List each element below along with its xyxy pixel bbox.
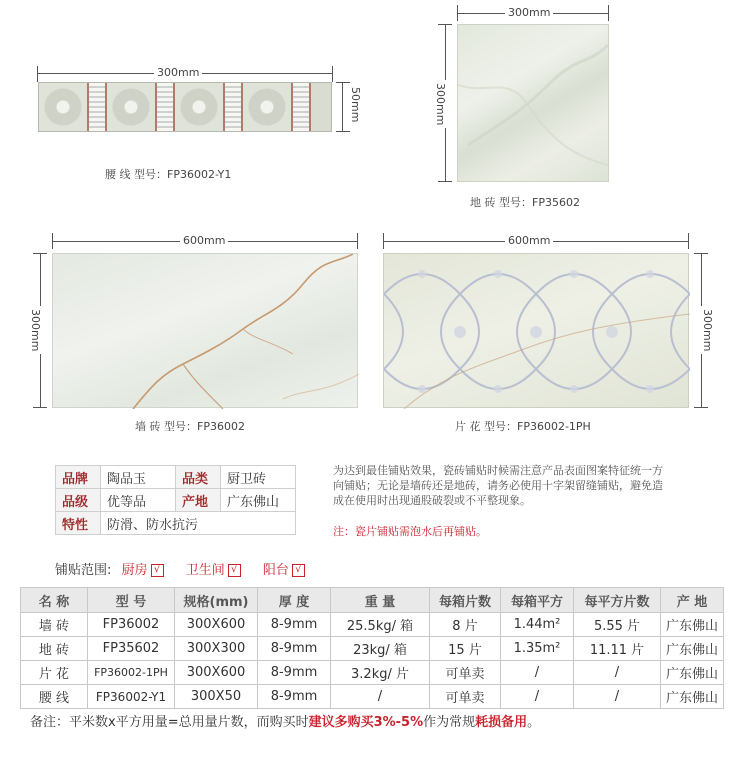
grade-value: 优等品 (101, 489, 176, 512)
scope-item-kitchen: 厨房 (121, 563, 148, 578)
table-cell: / (331, 685, 430, 709)
floor-width-dim (457, 5, 609, 21)
category-label: 品类 (176, 466, 221, 489)
table-cell: 墙 砖 (21, 613, 88, 637)
table-cell: 片 花 (21, 661, 88, 685)
pattern-tile-image (383, 253, 689, 408)
pattern-caption: 片 花 型号：FP36002-1PH (455, 420, 591, 433)
border-caption: 腰 线 型号：FP36002-Y1 (105, 168, 232, 181)
wall-width-label: 600mm (180, 234, 228, 247)
spec-header: 每箱平方 (501, 588, 574, 613)
origin-label: 产地 (176, 489, 221, 512)
wall-tile-image (52, 253, 358, 408)
bathroom-check-icon: √ (228, 564, 241, 577)
table-cell: 300X300 (175, 637, 258, 661)
table-cell: 广东佛山 (661, 661, 724, 685)
brand-value: 陶品玉 (101, 466, 176, 489)
table-row (21, 637, 724, 661)
table-cell: / (574, 685, 661, 709)
table-cell: 15 片 (430, 637, 501, 661)
spec-header: 重 量 (331, 588, 430, 613)
table-cell: 腰 线 (21, 685, 88, 709)
table-cell: 8 片 (430, 613, 501, 637)
spec-header: 厚 度 (258, 588, 331, 613)
table-cell: FP35602 (88, 637, 175, 661)
feature-value: 防滑、防水抗污 (101, 512, 296, 535)
spec-header-row (21, 588, 724, 613)
spec-header: 每箱片数 (430, 588, 501, 613)
footer-middle: 作为常规 (423, 715, 476, 730)
table-cell: / (501, 661, 574, 685)
spec-table (20, 587, 724, 709)
balcony-check-icon: √ (292, 564, 305, 577)
footer-highlight2: 耗损备用 (475, 715, 528, 730)
spec-header: 名 称 (21, 588, 88, 613)
table-cell: FP36002-1PH (88, 661, 175, 685)
scope-item-bathroom: 卫生间 (185, 563, 225, 578)
notice-text: 为达到最佳铺贴效果，瓷砖铺贴时候需注意产品表面图案特征统一方向铺贴；无论是墙砖还是地砖，请务必使用十字架留缝铺贴，避免造成在使用时出现通股破裂或不平整现象。 (333, 464, 663, 507)
table-cell: 300X600 (175, 661, 258, 685)
notice-note: 注：瓷片铺贴需泡水后再铺贴。 (333, 525, 487, 538)
table-cell: 广东佛山 (661, 685, 724, 709)
pattern-height-label: 300mm (701, 306, 714, 354)
wall-width-dim (52, 233, 358, 249)
footer-prefix: 备注：平米数x平方用量=总用量片数，而购买时 (30, 715, 309, 730)
kitchen-check-icon: √ (151, 564, 164, 577)
footer-suffix: 。 (527, 715, 541, 730)
table-cell: 23kg/ 箱 (331, 637, 430, 661)
table-cell: FP36002 (88, 613, 175, 637)
table-cell: 1.44m² (501, 613, 574, 637)
table-cell: 300X50 (175, 685, 258, 709)
scope-label: 铺贴范围: (55, 563, 112, 578)
category-value: 厨卫砖 (221, 466, 296, 489)
border-width-dim (37, 66, 333, 82)
table-cell: 8-9mm (258, 613, 331, 637)
wall-caption: 墙 砖 型号：FP36002 (135, 420, 245, 433)
table-row (21, 661, 724, 685)
table-cell: 11.11 片 (574, 637, 661, 661)
scope-row (55, 559, 305, 578)
pattern-width-dim (383, 233, 689, 249)
scope-item-balcony: 阳台 (262, 563, 289, 578)
footer-highlight: 建议多购买3%-5% (308, 715, 424, 730)
spec-header: 每平方片数 (574, 588, 661, 613)
floor-height-label: 300mm (434, 80, 447, 128)
table-cell: 8-9mm (258, 661, 331, 685)
spec-header: 规格(mm) (175, 588, 258, 613)
table-cell: 3.2kg/ 片 (331, 661, 430, 685)
border-width-label: 300mm (154, 66, 202, 79)
brand-label: 品牌 (56, 466, 101, 489)
table-cell: 8-9mm (258, 685, 331, 709)
border-height-dim (336, 82, 350, 132)
table-cell: 可单卖 (430, 661, 501, 685)
footer-note (30, 711, 540, 730)
table-row (21, 613, 724, 637)
floor-width-label: 300mm (505, 6, 553, 19)
table-cell: FP36002-Y1 (88, 685, 175, 709)
table-cell: 广东佛山 (661, 637, 724, 661)
pattern-width-label: 600mm (505, 234, 553, 247)
feature-label: 特性 (56, 512, 101, 535)
table-row (21, 685, 724, 709)
table-cell: 广东佛山 (661, 613, 724, 637)
grade-label: 品级 (56, 489, 101, 512)
table-cell: 1.35m² (501, 637, 574, 661)
origin-value: 广东佛山 (221, 489, 296, 512)
table-cell: 300X600 (175, 613, 258, 637)
table-cell: 5.55 片 (574, 613, 661, 637)
spec-header: 产 地 (661, 588, 724, 613)
floor-tile-image (457, 24, 609, 182)
table-cell: 25.5kg/ 箱 (331, 613, 430, 637)
spec-header: 型 号 (88, 588, 175, 613)
table-cell: 可单卖 (430, 685, 501, 709)
border-tile-image (38, 82, 332, 132)
table-cell: 地 砖 (21, 637, 88, 661)
table-cell: 8-9mm (258, 637, 331, 661)
wall-height-label: 300mm (29, 306, 42, 354)
table-cell: / (501, 685, 574, 709)
table-cell: / (574, 661, 661, 685)
floor-caption: 地 砖 型号：FP35602 (470, 196, 580, 209)
border-height-label: 50mm (349, 84, 362, 125)
product-info-table (55, 465, 296, 535)
